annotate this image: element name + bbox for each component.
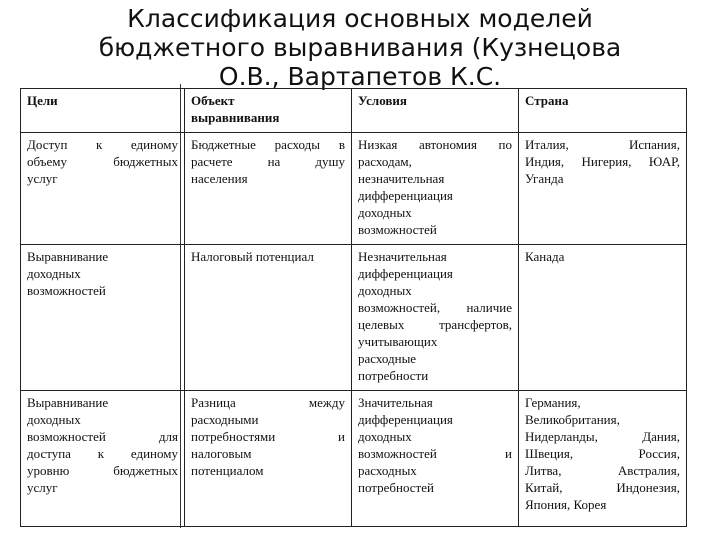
cell-line: Значительная bbox=[358, 395, 433, 410]
cell-line bbox=[358, 445, 512, 462]
table-row bbox=[21, 391, 687, 527]
cell-word: объему bbox=[27, 154, 68, 169]
cell-line bbox=[27, 153, 178, 170]
cell-line: потребности bbox=[358, 368, 429, 383]
cell-line: Выравнивание bbox=[27, 249, 109, 264]
object-cell bbox=[185, 245, 352, 391]
cell-line: потребностей bbox=[358, 480, 434, 495]
cell-line: учитывающих bbox=[358, 334, 438, 349]
cell-line bbox=[191, 394, 345, 411]
cell-word: Нигерия, bbox=[581, 154, 632, 169]
goal-cell bbox=[21, 391, 185, 527]
condition-cell bbox=[352, 391, 519, 527]
cell-word: и bbox=[338, 429, 345, 444]
cell-line: Япония, Корея bbox=[525, 497, 607, 512]
cell-line bbox=[525, 462, 680, 479]
cell-word: ЮАР, bbox=[648, 154, 680, 169]
cell-word: по bbox=[498, 137, 512, 152]
cell-line bbox=[525, 153, 680, 170]
cell-word: Китай, bbox=[525, 480, 563, 495]
condition-cell bbox=[352, 133, 519, 245]
header-country: Страна bbox=[519, 89, 687, 133]
cell-word: Низкая bbox=[358, 137, 398, 152]
cell-word: трансфертов, bbox=[439, 317, 512, 332]
cell-line bbox=[191, 153, 345, 170]
cell-line: дифференциация bbox=[358, 188, 453, 203]
cell-word: возможностей bbox=[358, 446, 437, 461]
cell-line bbox=[525, 445, 680, 462]
cell-line: населения bbox=[191, 171, 248, 186]
cell-word: Разница bbox=[191, 395, 236, 410]
title-line-1: Классификация основных моделей bbox=[127, 4, 593, 33]
cell-word: Индонезия, bbox=[616, 480, 680, 495]
cell-word: Испания, bbox=[628, 137, 680, 152]
cell-line bbox=[191, 428, 345, 445]
cell-line: Незначительная bbox=[358, 249, 447, 264]
cell-word: Литва, bbox=[525, 463, 562, 478]
cell-word: целевых bbox=[358, 317, 405, 332]
cell-word: возможностей, bbox=[358, 300, 441, 315]
header-conditions: Условия bbox=[352, 89, 519, 133]
cell-word: потребностями bbox=[191, 429, 276, 444]
cell-line: доходных bbox=[358, 429, 412, 444]
cell-line: услуг bbox=[27, 171, 58, 186]
cell-word: Нидерланды, bbox=[525, 429, 598, 444]
cell-line bbox=[27, 462, 178, 479]
cell-line: доходных bbox=[27, 266, 81, 281]
cell-word: к bbox=[96, 137, 103, 152]
cell-line: Выравнивание bbox=[27, 395, 109, 410]
title-line-3: О.В., Вартапетов К.С. bbox=[218, 62, 502, 91]
cell-line bbox=[525, 428, 680, 445]
cell-line: возможностей bbox=[358, 222, 437, 237]
cell-line bbox=[27, 428, 178, 445]
cell-line: расходными bbox=[191, 412, 259, 427]
cell-line: Уганда bbox=[525, 171, 564, 186]
cell-line: Налоговый потенциал bbox=[191, 249, 314, 264]
cell-line bbox=[27, 136, 178, 153]
cell-word: Бюджетные bbox=[191, 137, 256, 152]
cell-line bbox=[525, 479, 680, 496]
condition-cell bbox=[352, 245, 519, 391]
title-line-2: бюджетного выравнивания (Кузнецова bbox=[98, 33, 622, 62]
cell-line bbox=[358, 299, 512, 316]
cell-line: возможностей bbox=[27, 283, 106, 298]
cell-line: расходам, bbox=[358, 154, 412, 169]
cell-word: в bbox=[338, 137, 345, 152]
cell-word: к bbox=[97, 446, 105, 461]
cell-line: потенциалом bbox=[191, 463, 264, 478]
cell-word: Доступ bbox=[27, 137, 68, 152]
cell-line: расходных bbox=[358, 463, 417, 478]
cell-word: душу bbox=[315, 154, 345, 169]
cell-word: Италия, bbox=[525, 137, 569, 152]
cell-line: расходные bbox=[358, 351, 417, 366]
object-cell bbox=[185, 133, 352, 245]
header-object: Объект выравнивания bbox=[185, 89, 352, 133]
cell-word: на bbox=[267, 154, 281, 169]
table-row bbox=[21, 245, 687, 391]
cell-line: Канада bbox=[525, 249, 565, 264]
cell-line bbox=[191, 136, 345, 153]
goal-cell bbox=[21, 245, 185, 391]
cell-word: автономия bbox=[418, 137, 477, 152]
cell-word: наличие bbox=[466, 300, 512, 315]
cell-word: расчете bbox=[191, 154, 233, 169]
cell-word: единому bbox=[130, 446, 178, 461]
header-goals: Цели bbox=[21, 89, 185, 133]
cell-line: дифференциация bbox=[358, 412, 453, 427]
goal-cell bbox=[21, 133, 185, 245]
cell-word: для bbox=[158, 429, 178, 444]
cell-line: налоговым bbox=[191, 446, 252, 461]
cell-line: Великобритания, bbox=[525, 412, 620, 427]
cell-line bbox=[27, 445, 178, 462]
cell-word: бюджетных bbox=[113, 154, 178, 169]
cell-line: доходных bbox=[27, 412, 81, 427]
classification-table bbox=[20, 88, 687, 527]
country-cell bbox=[519, 133, 687, 245]
cell-word: и bbox=[505, 446, 512, 461]
cell-word: возможностей bbox=[27, 429, 106, 444]
cell-line: доходных bbox=[358, 205, 412, 220]
cell-word: Австралия, bbox=[617, 463, 680, 478]
cell-word: расходы bbox=[274, 137, 321, 152]
cell-word: единому bbox=[130, 137, 178, 152]
cell-word: Индия, bbox=[525, 154, 565, 169]
cell-word: доступа bbox=[27, 446, 71, 461]
cell-line: доходных bbox=[358, 283, 412, 298]
cell-word: Россия, bbox=[638, 446, 680, 461]
country-cell bbox=[519, 391, 687, 527]
cell-line: незначительная bbox=[358, 171, 445, 186]
table-header-row bbox=[21, 89, 687, 133]
cell-line: Германия, bbox=[525, 395, 581, 410]
cell-word: уровню bbox=[27, 463, 70, 478]
country-cell bbox=[519, 245, 687, 391]
cell-line bbox=[358, 316, 512, 333]
slide-title bbox=[0, 4, 720, 91]
cell-word: Дания, bbox=[642, 429, 680, 444]
cell-line: дифференциация bbox=[358, 266, 453, 281]
cell-word: между bbox=[308, 395, 345, 410]
cell-line bbox=[358, 136, 512, 153]
cell-word: Швеция, bbox=[525, 446, 574, 461]
cell-word: бюджетных bbox=[113, 463, 178, 478]
object-cell bbox=[185, 391, 352, 527]
cell-line: услуг bbox=[27, 480, 58, 495]
cell-line bbox=[525, 136, 680, 153]
table-row bbox=[21, 133, 687, 245]
